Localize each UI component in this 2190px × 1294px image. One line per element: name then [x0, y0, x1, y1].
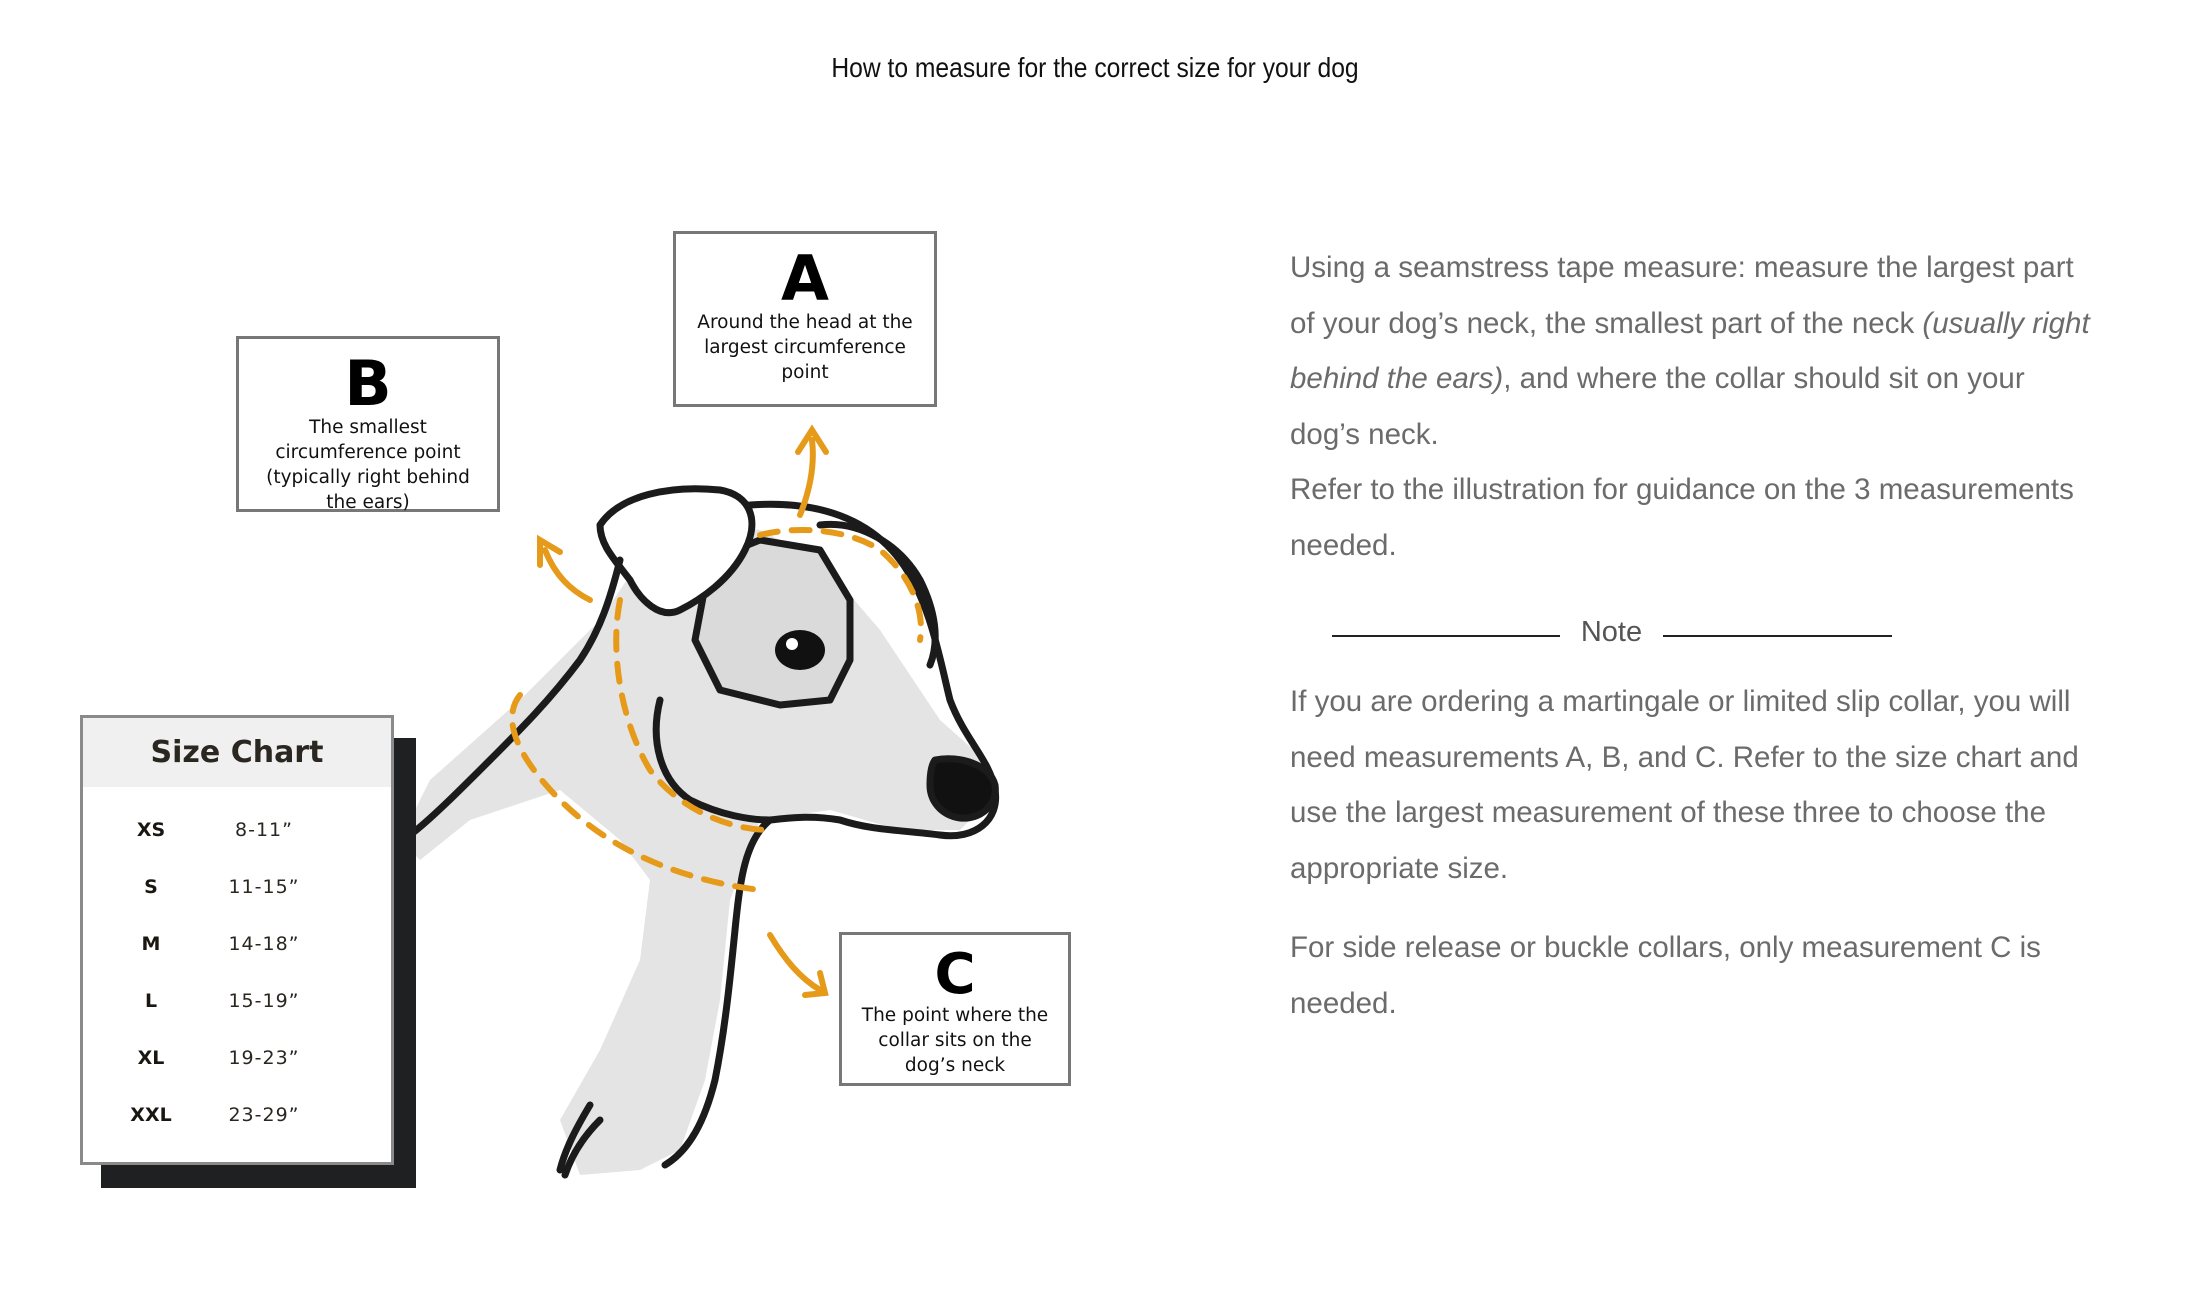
- nose: [930, 759, 995, 818]
- note-label: Note: [1580, 616, 1643, 648]
- note-paragraph: For side release or buckle collars, only measurement C is needed.: [1290, 931, 2041, 1020]
- size-row: [83, 858, 391, 915]
- callout-b: [236, 336, 500, 512]
- size-row: [83, 1029, 391, 1086]
- instructions-refer: Refer to the illustration for guidance on the 3 measurements needed.: [1290, 473, 2074, 562]
- note-paragraph: If you are ordering a martingale or limited slip collar, you will need measurements A, B, and C. Refer to the size chart and use the largest measurement of these three to choose the appropriate size.: [1290, 685, 2079, 885]
- size-chart: [80, 715, 394, 1165]
- note-rule-left: [1332, 635, 1560, 637]
- callout-a-text: Around the head at the largest circumference point: [697, 312, 913, 383]
- size-label: XXL: [130, 1103, 172, 1126]
- size-row: [83, 915, 391, 972]
- page-title: How to measure for the correct size for your dog: [831, 52, 1359, 83]
- instructions: [1290, 240, 2090, 573]
- size-label: XS: [136, 818, 166, 841]
- intro-italic: (usually right behind the ears): [1290, 306, 2090, 395]
- eye: [775, 630, 825, 670]
- size-row: [83, 801, 391, 858]
- size-label: M: [141, 932, 161, 955]
- size-range: 8-11”: [235, 818, 293, 841]
- intro-text-end: , and where the collar should sit on your dog’s neck.: [1290, 362, 2025, 451]
- size-label: L: [144, 989, 158, 1012]
- intro-text: Using a seamstress tape measure: measure the largest part of your dog’s neck, the smallest part of the neck: [1290, 251, 2074, 340]
- note-divider: [1332, 614, 1892, 658]
- size-label: XL: [137, 1046, 165, 1069]
- callout-b-letter: B: [344, 347, 392, 420]
- callout-c: [839, 932, 1071, 1086]
- size-range: 23-29”: [228, 1103, 300, 1126]
- size-range: 19-23”: [228, 1046, 300, 1069]
- note-text: [1290, 674, 2090, 1055]
- size-label: S: [144, 875, 158, 898]
- note-rule-right: [1663, 635, 1892, 637]
- callout-c-text: The point where the collar sits on the dog’s neck: [861, 1005, 1049, 1076]
- callout-a-letter: A: [781, 242, 829, 315]
- size-row: [83, 972, 391, 1029]
- callout-b-text: The smallest circumference point (typically right behind the ears): [266, 417, 470, 513]
- arrow-c: [770, 935, 820, 990]
- size-chart-rows: [83, 787, 391, 1143]
- size-range: 14-18”: [228, 932, 300, 955]
- arrow-b: [545, 550, 590, 600]
- instructions-intro: [1290, 240, 2090, 462]
- callout-a: [673, 231, 937, 407]
- callout-c-letter: C: [934, 942, 976, 1007]
- size-chart-title: Size Chart: [83, 718, 391, 787]
- size-range: 11-15”: [228, 875, 300, 898]
- size-range: 15-19”: [228, 989, 300, 1012]
- size-row: [83, 1086, 391, 1143]
